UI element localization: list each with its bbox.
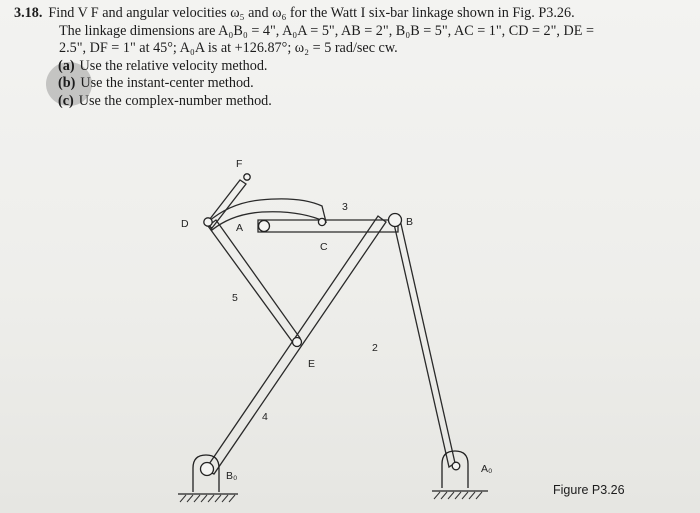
label-b: B — [406, 216, 414, 228]
label-b0: B₀ — [226, 470, 238, 482]
part-c-tag: (c) — [58, 92, 74, 109]
link-2 — [392, 215, 455, 467]
label-e: E — [308, 358, 316, 370]
label-link-5: 5 — [232, 292, 238, 304]
label-d: D — [181, 218, 189, 230]
label-link-3: 3 — [342, 201, 348, 213]
problem-line-3: 2.5", DF = 1" at 45°; A₀A is at +126.87°; ω₂ = 5 rad/sec cw. — [59, 40, 398, 57]
link-5 — [208, 220, 300, 344]
problem-number: 3.18. — [14, 5, 43, 21]
part-c-text: Use the complex-number method. — [78, 92, 272, 109]
part-b-text: Use the instant-center method. — [80, 75, 254, 92]
label-f: F — [236, 158, 243, 170]
link-3 — [258, 220, 398, 232]
part-a-text: Use the relative velocity method. — [79, 57, 268, 74]
label-a0: A₀ — [481, 463, 493, 475]
label-link-2: 2 — [372, 342, 378, 354]
label-a: A — [236, 222, 244, 234]
part-a-tag: (a) — [58, 57, 75, 74]
figure-caption: Figure P3.26 — [553, 483, 625, 497]
label-link-4: 4 — [262, 411, 268, 423]
problem-text-1: Find V F and angular velocities ω₅ and ω₆ for the Watt I six-bar linkage shown in Fig. P3.26. — [48, 5, 575, 21]
label-c: C — [320, 241, 328, 253]
part-b-tag: (b) — [58, 75, 76, 92]
problem-line-2: The linkage dimensions are A₀B₀ = 4", A₀A = 5", AB = 2", B₀B = 5", AC = 1", CD = 2", DE = — [59, 22, 594, 39]
